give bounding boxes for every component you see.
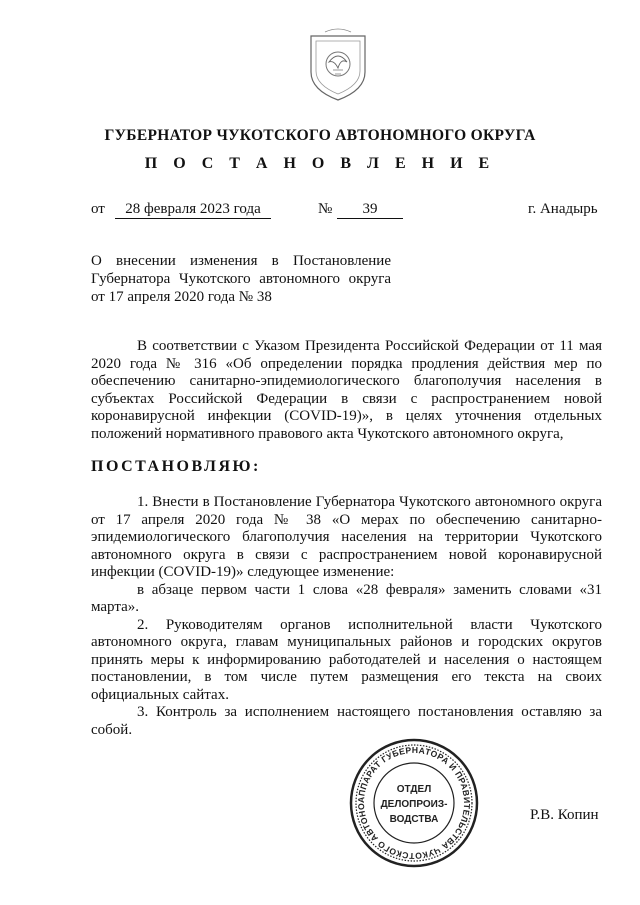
- stamp-ring-text: АППАРАТ ГУБЕРНАТОРА И ПРАВИТЕЛЬСТВА ЧУКОТСКОГО АВТОНО: [355, 744, 473, 862]
- authority-title: ГУБЕРНАТОР ЧУКОТСКОГО АВТОНОМНОГО ОКРУГА: [104, 127, 536, 144]
- item-2: 2. Руководителям органов исполнительной власти Чукотского автономного округа, главам муниципальных районов и городских округов принять меры к информированию работодателей и населения о настоящем постановлении, в том числе путем размещения его текста на своих официальных сайтах.: [91, 616, 602, 703]
- document-meta-row: [91, 201, 601, 221]
- preamble-text: В соответствии с Указом Президента Российской Федерации от 11 мая 2020 года № 316 «Об определении порядка продления действия мер по обеспечению санитарно-эпидемиологического благополучия населения в субъектах Российской Федерации в связи с распространением новой коронавирусной инфекции (COVID-19)», в целях уточнения отдельных положений нормативного правового акта Чукотского автономного округа,: [91, 338, 602, 442]
- subject-line: Губернатора Чукотского автономного округа: [91, 271, 391, 287]
- document-subject: [91, 252, 391, 306]
- resolution-items: [91, 494, 602, 739]
- office-stamp: [348, 737, 480, 869]
- stamp-line: ВОДСТВА: [389, 814, 439, 825]
- from-label: от: [91, 201, 105, 217]
- item-1: 1. Внести в Постановление Губернатора Чукотского автономного округа от 17 апреля 2020 года № 38 «О мерах по обеспечению санитарно-эпидемиологического благополучия населения на территории Чукотского автономного округа в связи с распространением новой коронавирусной инфекции (COVID-19)» следующее изменение:: [91, 494, 602, 580]
- item-3: 3. Контроль за исполнением настоящего постановления оставляю за собой.: [91, 704, 602, 738]
- document-place: г. Анадырь: [528, 201, 598, 217]
- signer-name: Р.В. Копин: [530, 807, 599, 823]
- document-type: П О С Т А Н О В Л Е Н И Е: [144, 155, 496, 172]
- document-number: 39: [362, 201, 378, 217]
- preamble: [91, 338, 602, 443]
- number-label: №: [318, 201, 333, 217]
- document-date: 28 февраля 2023 года: [125, 201, 261, 217]
- stamp-line: ОТДЕЛ: [396, 784, 432, 795]
- subject-line: О внесении изменения в Постановление: [91, 253, 391, 269]
- item-1-subparagraph: в абзаце первом части 1 слова «28 февраля» заменить словами «31 марта».: [91, 581, 602, 615]
- stamp-line: ДЕЛОПРОИЗ-: [380, 799, 448, 810]
- subject-line: от 17 апреля 2020 года № 38: [91, 289, 272, 305]
- coat-of-arms-icon: [303, 24, 373, 104]
- resolve-heading: ПОСТАНОВЛЯЮ:: [91, 458, 261, 475]
